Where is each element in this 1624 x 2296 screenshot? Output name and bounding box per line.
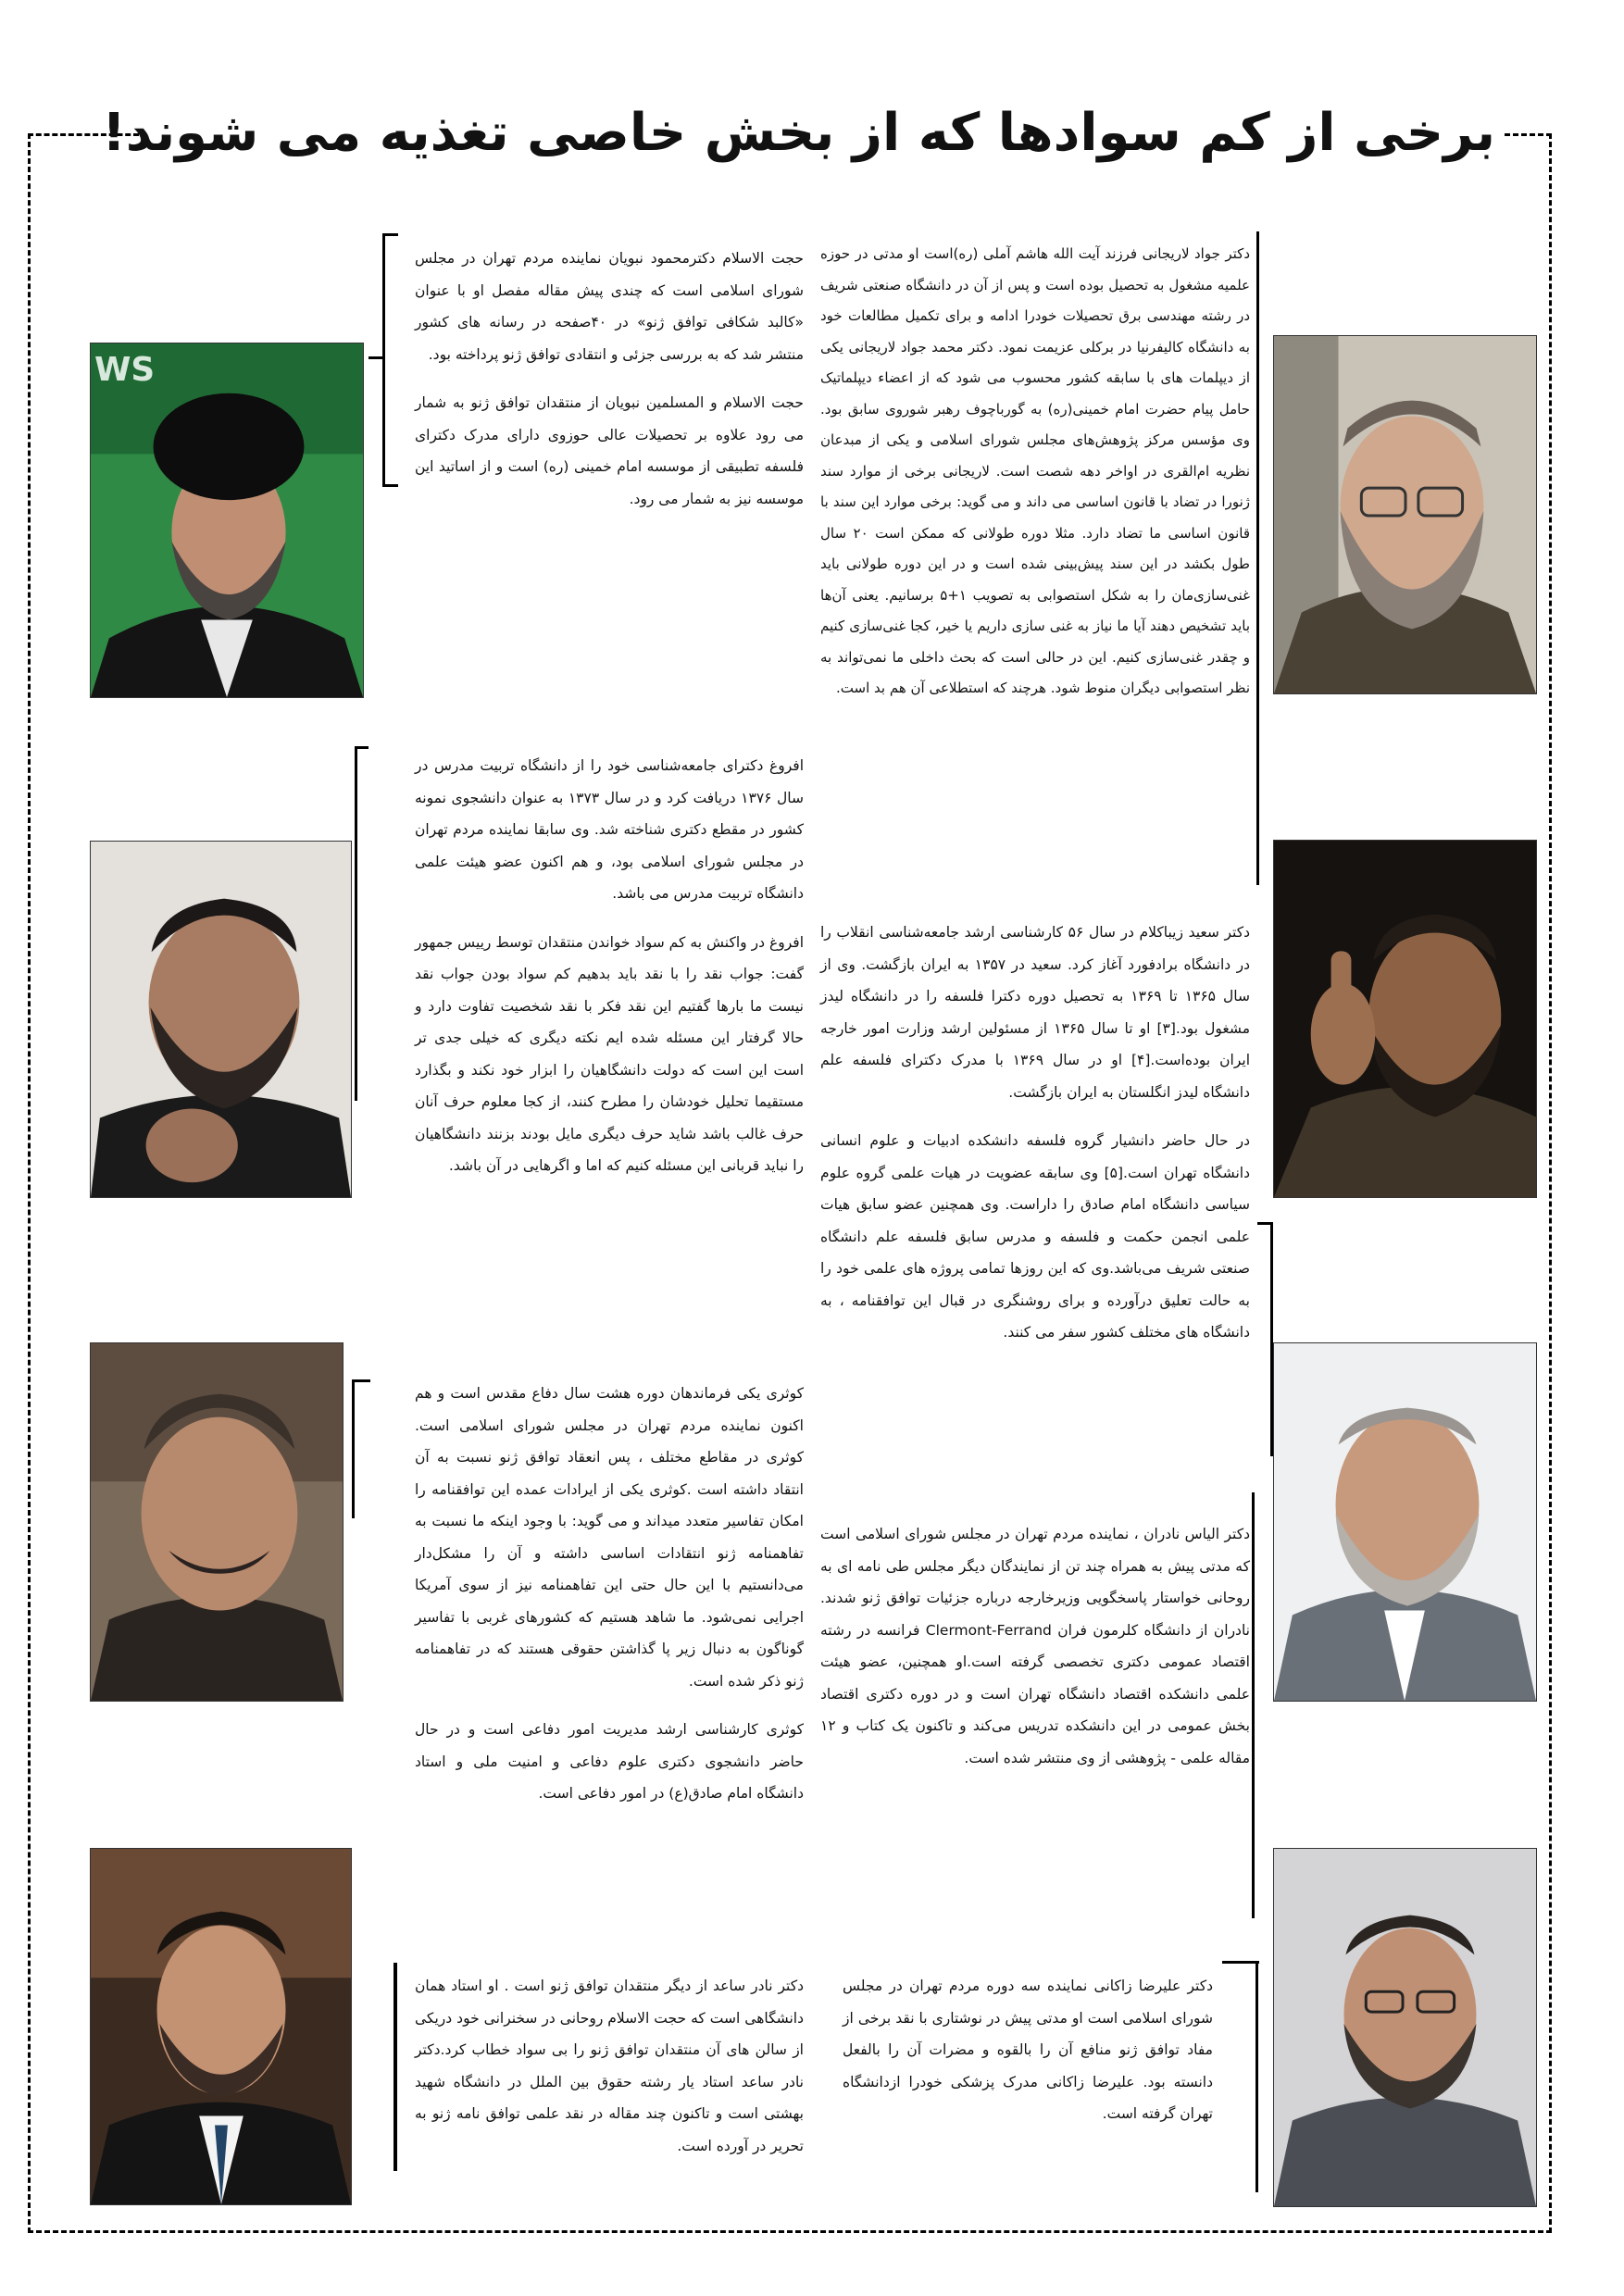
- bracket-afrough: [355, 746, 369, 1101]
- divider-nadaran: [1252, 1492, 1255, 1918]
- connector-zakani-v: [1255, 1961, 1258, 2192]
- photo-nabavian: [90, 343, 364, 698]
- bio-nadaran-paragraph: دکتر الیاس نادران ، نماینده مردم تهران در مجلس شورای اسلامی است که مدتی پیش به همراه چند تن از نمایندگان دیگر مجلس طی نامه ای به روحانی خواستار پاسخگویی وزیرخارجه درباره جزئیات توافق ژنو شدند. نادران از دانشگاه کلرمون فران Clermont-Ferrand فرانسه در رشته اقتصاد عمومی دکتری تخصصی گرفته است.او همچنین، عضو هیئت علمی دانشکده اقتصاد دانشگاه تهران است و در دوره دکتری اقتصاد بخش عمومی در این دانشکده تدریس می‌کند و تاکنون یک کتاب و ۱۲ مقاله علمی - پژوهشی از وی منتشر شده است.: [820, 1526, 1250, 1766]
- photo-kowsari: [90, 1342, 344, 1702]
- bio-larijani: [820, 239, 1250, 887]
- bio-kowsari: [415, 1378, 804, 1933]
- connector-nabavian: [369, 356, 383, 359]
- bio-nabavian-paragraph-1: حجت الاسلام دکترمحمود نبویان نماینده مردم تهران در مجلس شورای اسلامی است که چندی پیش مقاله مفصل او با عنوان «کالبد شکافی توافق ژنو» در ۴۰صفحه در رسانه های کشور منتشر شد که به بررسی جزئی و انتقادی توافق ژنو پرداخته بود.: [415, 250, 804, 363]
- bio-zibakalam-paragraph-1: دکتر سعید زیباکلام در سال ۵۶ کارشناسی ارشد جامعه‌شناسی انقلاب را در دانشگاه برادفورد آغاز کرد. سعید در ۱۳۵۷ به ایران بازگشت. وی از سال ۱۳۶۵ تا ۱۳۶۹ به تحصیل دوره دکترا فلسفه را در دانشگاه لیدز مشغول بود.[۳] او تا سال ۱۳۶۵ از مسئولین ارشد وزارت امور خارجه ایران بوده‌است.[۴] او در سال ۱۳۶۹ با مدرک دکترای فلسفه علم دانشگاه لیدز انگلستان به ایران بازگشت.: [820, 924, 1251, 1101]
- bio-afrough: [415, 750, 804, 1342]
- bio-zakani-paragraph: دکتر علیرضا زاکانی نماینده سه دوره مردم تهران در مجلس شورای اسلامی است او مدتی پیش در نوشتاری با نقد برخی از مفاد توافق ژنو منافع آن را بالقوه و مضرات آن را بالفعل دانسته بود. علیرضا زاکانی مدرک پزشکی خودرا ازدانشگاه تهران گرفته است.: [843, 1978, 1213, 2122]
- bracket-zibakalam: [1257, 1222, 1273, 1456]
- bio-afrough-paragraph-1: افروغ دکترای جامعه‌شناسی خود را از دانشگاه تربیت مدرس در سال ۱۳۷۶ دریافت کرد و در سال ۱۳۷۳ به عنوان دانشجوی نمونه کشور در مقطع دکتری شناخته شد. وی سابقا نماینده مردم تهران در مجلس شورای اسلامی بود، و هم اکنون عضو هیئت علمی دانشگاه تربیت مدرس می باشد.: [415, 757, 805, 902]
- bio-zibakalam: [820, 917, 1250, 1472]
- bio-nabavian-paragraph-2: حجت الاسلام و المسلمین نبویان از منتقدان توافق ژنو به شمار می رود علاوه بر تحصیلات عالی حوزوی دارای مدرک دکترای فلسفه تطبیقی از موسسه امام خمینی (ره) است و از اساتید این موسسه نیز به شمار می رود.: [415, 394, 804, 507]
- divider-larijani: [1256, 231, 1259, 885]
- photo-nadaran: [1273, 1342, 1537, 1702]
- bio-larijani-paragraph: دکتر جواد لاریجانی فرزند آیت الله هاشم آملی (ره)است او مدتی در حوزه علمیه مشغول به تحصیل بوده است و پس از آن در دانشگاه صنعتی شریف در رشته مهندسی برق تحصیلات خودرا ادامه و برای تکمیل مطالعات خود به دانشگاه کالیفرنیا در برکلی عزیمت نمود. دکتر محمد جواد لاریجانی یکی از دیپلمات های با سابقه کشور محسوب می شود که از اعضاء دیپلماتیک حامل پیام حضرت امام خمینی(ره) به گورباچوف رهبر شوروی سابق بود. وی مؤسس مرکز پژوهش‌های مجلس شورای اسلامی و یکی از مبدعان نظریه ام‌القری در اواخر دهه شصت است. لاریجانی برخی از موارد سند ژنورا در تضاد با قانون اساسی می داند و می گوید: برخی موارد این سند با قانون اساسی ما تضاد دارد. مثلا دوره طولانی که ممکن است ۲۰ سال طول بکشد در این سند پیش‌بینی شده است و در این دوره طولانی باید غنی‌سازی‌مان را به شکل استصوابی به تصویب ۱+۵ برسانیم. یعنی آن‌ها باید تشخیص دهند آیا ما نیاز به غنی سازی داریم یا خیر، کجا غنی‌سازی کنیم و چقدر غنی‌سازی کنیم. این در حالی است که بحث داخلی ما نمی‌تواند به نظر استصوابی دیگران منوط شود. هرچند که استطلاعی آن هم بد است.: [820, 245, 1251, 696]
- page-title: برخی از کم سوادها که از بخش خاصی تغذیه می شوند!: [102, 103, 1495, 163]
- divider-saed: [394, 1963, 397, 2171]
- bio-saed: [415, 1970, 804, 2202]
- bio-nadaran: [820, 1518, 1250, 1907]
- bracket-nabavian: [382, 233, 398, 487]
- bio-afrough-paragraph-2: افروغ در واکنش به کم سواد خواندن منتقدان توسط رییس جمهور گفت: جواب نقد را با نقد باید بدهیم کم سواد بودن جواب نقد نیست ما بارها گفتیم این نقد فکر با نقد شخصیت تفاوت دارد و حالا گرفتار این مسئله شده ایم نکته دیگری که خیلی جدی تر است این است که دولت دانشگاهیان را ابزار خود نکند و بگذارد مستقیما تحلیل خودشان را مطرح کنند، از کجا معلوم حرف آنان حرف غالب باشد شاید حرف دیگری مایل بودند بزنند دانشگاهیان را نباید قربانی این مسئله کنیم که اما و اگرهایی در آن باشد.: [415, 933, 804, 1174]
- bio-zibakalam-paragraph-2: در حال حاضر دانشیار گروه فلسفه دانشکده ادبیات و علوم انسانی دانشگاه تهران است.[۵] وی سابقه عضویت در هیات علمی گروه علوم سیاسی دانشگاه امام صادق را داراست. وی همچنین عضو سابق هیات علمی انجمن حکمت و فلسفه و مدرس سابق فلسفه علم دانشگاه صنعتی شریف می‌باشد.وی که این روزها تمامی پروژه های علمی خود را به حالت تعلیق درآورده و برای روشنگری در قبال این توافقنامه ، به دانشگاه های مختلف کشور سفر می کنند.: [820, 1132, 1251, 1341]
- photo-larijani: [1273, 335, 1537, 694]
- bio-nabavian: [415, 243, 804, 705]
- photo-afrough: [90, 841, 352, 1198]
- bracket-kowsari: [352, 1379, 370, 1383]
- connector-zakani-h: [1222, 1961, 1259, 1964]
- connector-kowsari: [352, 1379, 355, 1518]
- photo-zibakalam: [1273, 840, 1537, 1198]
- svg-text:WS: WS: [94, 350, 156, 389]
- bio-zakani: [843, 1970, 1213, 2202]
- bio-saed-paragraph: دکتر نادر ساعد از دیگر منتقدان توافق ژنو است . او استاد همان دانشگاهی است که حجت الاسلام روحانی در سخنرانی خود دریکی از سالن های آن منتقدان توافق ژنو را بی سواد خطاب کرد.دکتر نادر ساعد استاد یار رشته حقوق بین الملل در دانشگاه شهید بهشتی است و تاکنون چند مقاله در نقد علمی توافق نامه ژنو به تحریر در آورده است.: [415, 1978, 804, 2154]
- photo-saed: [90, 1848, 352, 2205]
- page-border-top-right: [1505, 133, 1552, 136]
- bio-kowsari-paragraph-2: کوثری کارشناسی ارشد مدیریت امور دفاعی است و در حال حاضر دانشجوی دکتری علوم دفاعی و امنیت ملی و استاد دانشگاه امام صادق(ع) در امور دفاعی است.: [415, 1721, 804, 1802]
- bio-kowsari-paragraph-1: کوثری یکی فرماندهان دوره هشت سال دفاع مقدس است و هم اکنون نماینده مردم تهران در مجلس شورای اسلامی است. کوثری در مقاطع مختلف ، پس انعقاد توافق ژنو نسبت به آن انتقاد داشته است .کوثری یکی از ایرادات عمده این توافقنامه را امکان تفاسیر متعدد میداند و می گوید: با وجود اینکه ما نسبت به تفاهمنامه ژنو انتقادات اساسی داشته و آن را مشکل‌دار می‌دانستیم با این حال حتی این تفاهمنامه نیز از سوی آمریکا اجرایی نمی‌شود. ما شاهد هستیم که کشورهای غربی با تفاسیر گوناگون به دنبال زیر پا گذاشتن حقوقی هستند که در تفاهمنامه ژنو ذکر شده است.: [415, 1385, 804, 1690]
- photo-zakani: [1273, 1848, 1537, 2207]
